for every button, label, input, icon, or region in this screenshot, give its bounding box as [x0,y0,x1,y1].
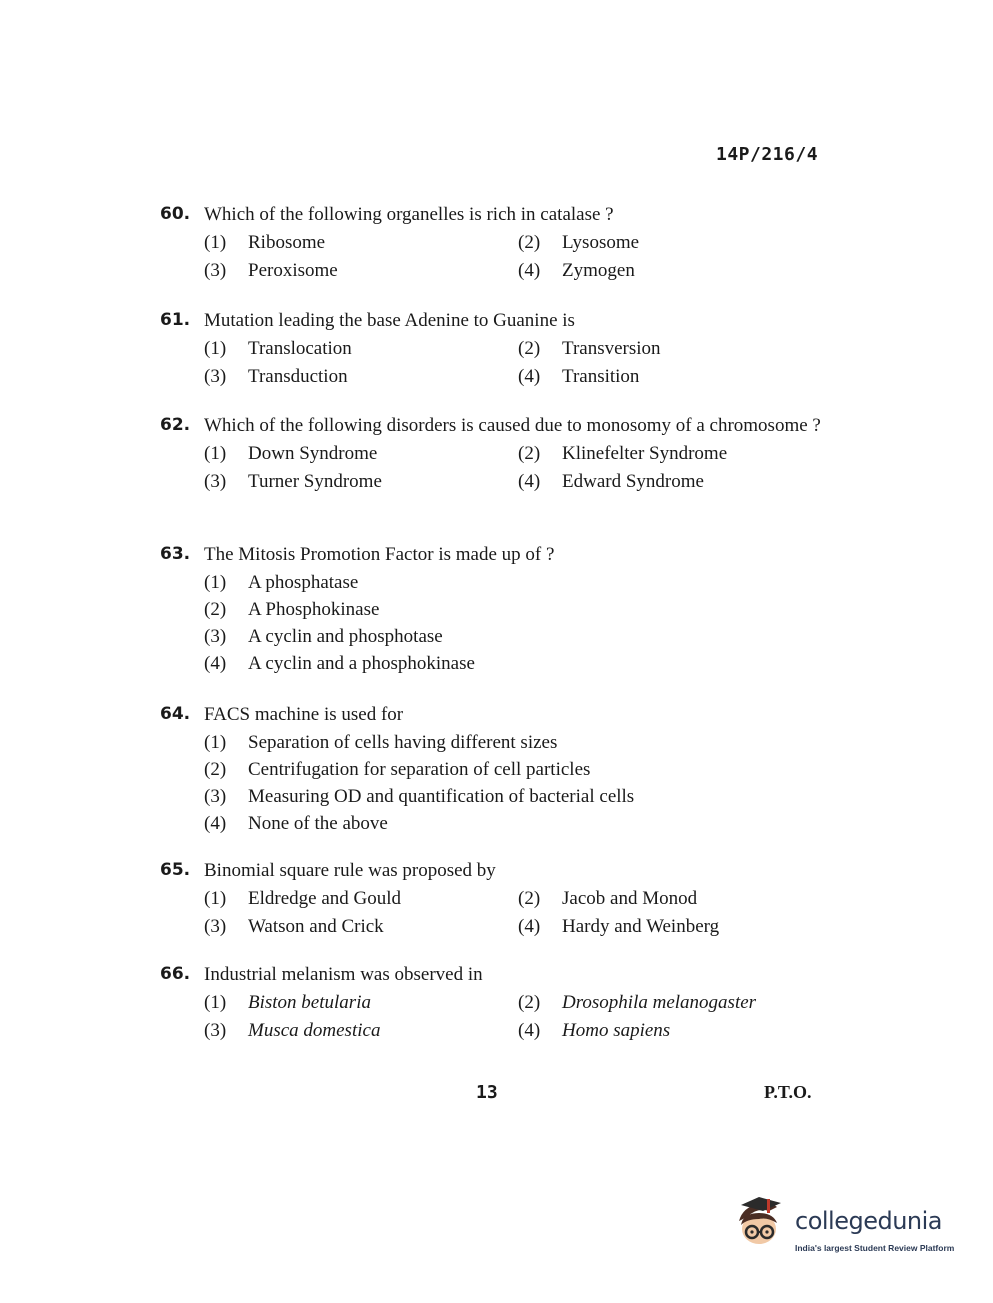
question-66 [160,962,830,1043]
option-3: (3) Transduction [204,366,348,387]
option-4: (4) Transition [518,366,640,387]
option-4: (4) A cyclin and a phosphokinase [204,653,475,674]
option-3: (3) Musca domestica [204,1020,381,1041]
question-text: Mutation leading the base Adenine to Guanine is [204,310,575,331]
please-turn-over: P.T.O. [764,1082,812,1102]
option-2: (2) Centrifugation for separation of cell particles [204,759,591,780]
option-4: (4) Edward Syndrome [518,471,704,492]
question-text: Which of the following disorders is caused due to monosomy of a chromosome ? [204,415,821,436]
option-2: (2) A Phosphokinase [204,599,380,620]
page-number: 13 [476,1082,498,1103]
paper-code: 14P/216/4 [716,144,819,165]
option-4: (4) Zymogen [518,260,635,281]
question-60 [160,202,830,283]
question-62 [160,413,830,494]
option-1: (1) Down Syndrome [204,443,378,464]
option-3: (3) Watson and Crick [204,916,384,937]
option-2: (2) Lysosome [518,232,640,253]
option-1: (1) Translocation [204,338,352,359]
question-number: 60. [160,204,191,224]
question-65 [160,858,830,939]
option-1: (1) Ribosome [204,232,326,253]
option-4: (4) Hardy and Weinberg [518,916,720,937]
question-text: Which of the following organelles is rich in catalase ? [204,204,614,225]
option-3: (3) Turner Syndrome [204,471,382,492]
question-number: 61. [160,310,191,330]
option-3: (3) Measuring OD and quantification of bacterial cells [204,786,635,807]
option-3: (3) Peroxisome [204,260,338,281]
option-3: (3) A cyclin and phosphotase [204,626,443,647]
option-2: (2) Drosophila melanogaster [518,992,757,1013]
question-61 [160,308,830,389]
student-mascot-icon [733,1195,793,1255]
option-4: (4) Homo sapiens [518,1020,671,1041]
collegedunia-watermark [733,1195,963,1265]
option-1: (1) Separation of cells having different sizes [204,732,558,753]
question-text: Binomial square rule was proposed by [204,860,496,881]
option-4: (4) None of the above [204,813,388,834]
option-1: (1) Eldredge and Gould [204,888,402,909]
question-number: 62. [160,415,191,435]
option-2: (2) Jacob and Monod [518,888,698,909]
brand-name: collegedunia [795,1207,943,1235]
question-64 [160,702,830,838]
option-2: (2) Transversion [518,338,661,359]
question-63 [160,542,830,678]
question-text: FACS machine is used for [204,704,404,725]
brand-tagline: India's largest Student Review Platform [795,1243,955,1253]
question-text: The Mitosis Promotion Factor is made up of ? [204,544,555,565]
question-number: 64. [160,704,191,724]
question-number: 66. [160,964,191,984]
question-number: 65. [160,860,191,880]
option-2: (2) Klinefelter Syndrome [518,443,728,464]
option-1: (1) A phosphatase [204,572,359,593]
question-text: Industrial melanism was observed in [204,964,483,985]
question-number: 63. [160,544,191,564]
option-1: (1) Biston betularia [204,992,371,1013]
